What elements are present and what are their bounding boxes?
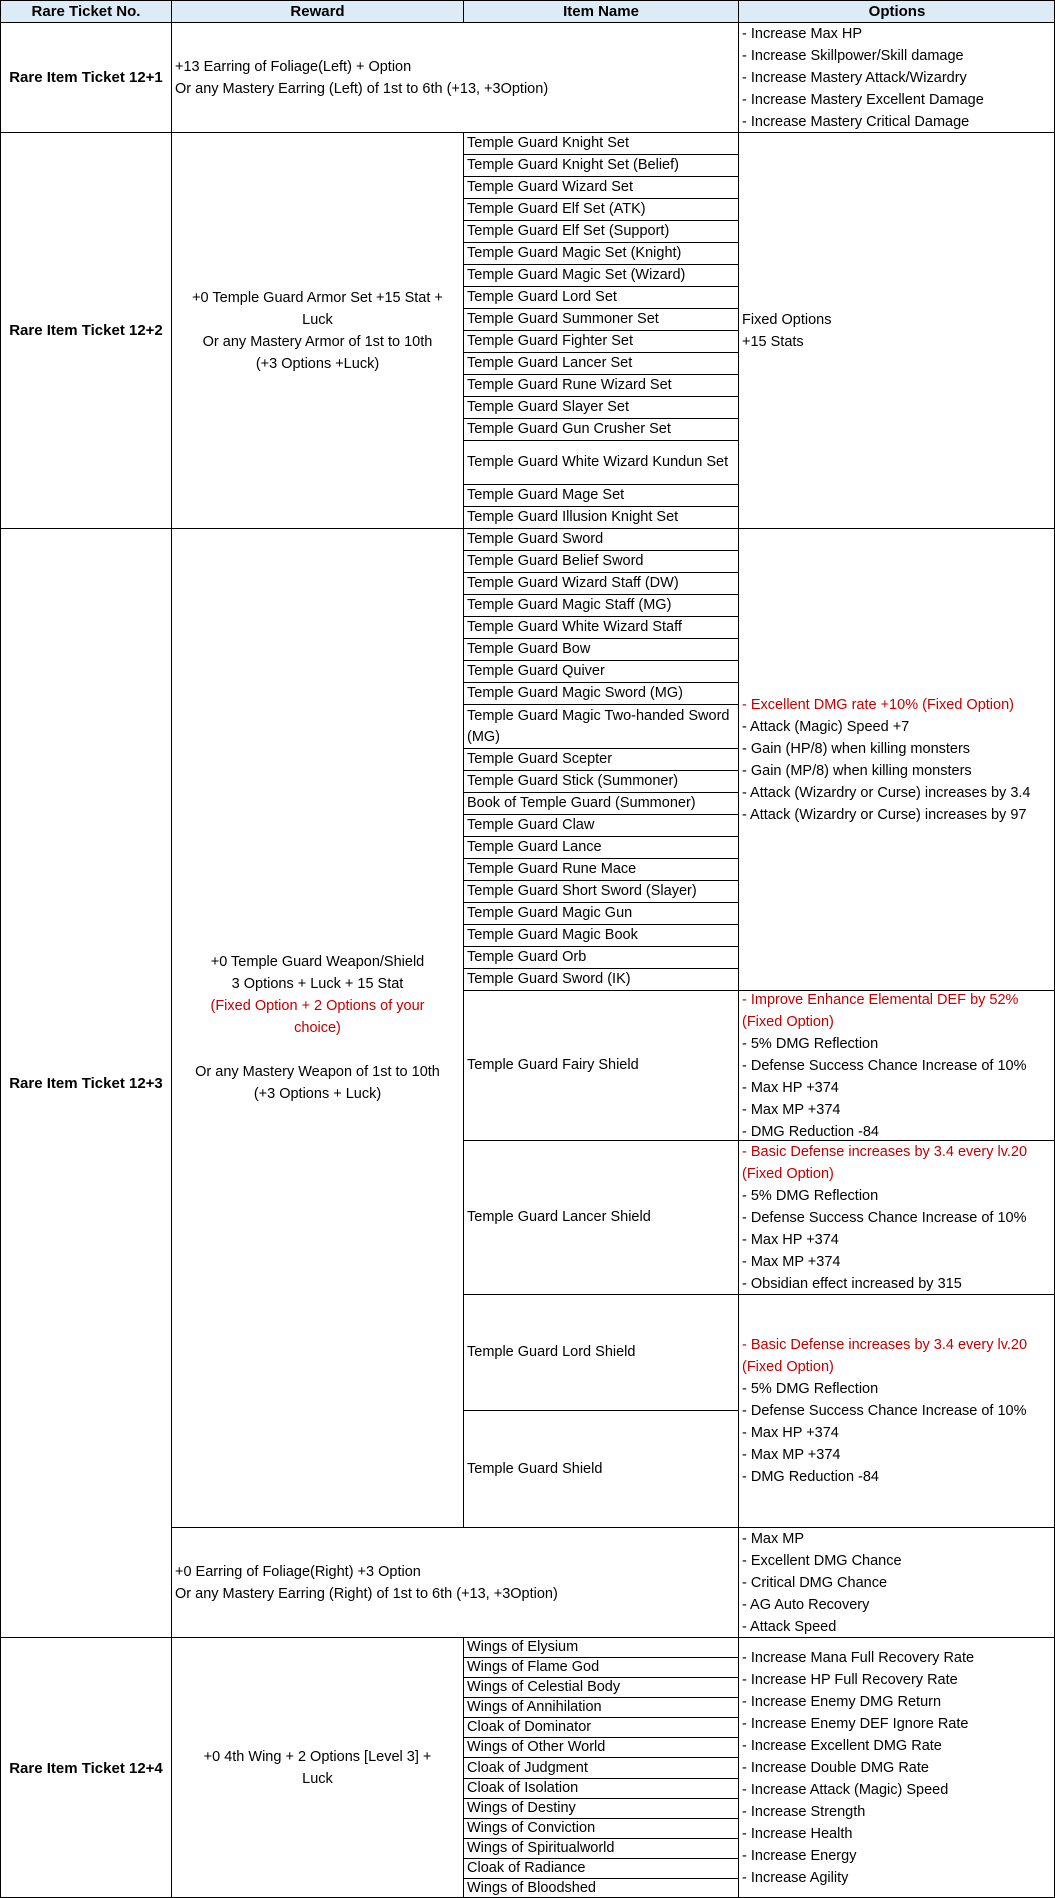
reward-text: 3 Options + Luck + 15 Stat (231, 976, 404, 992)
ticket-name: Rare Item Ticket 12+2 (9, 322, 163, 339)
reward-text: Luck (302, 311, 333, 328)
item-row (463, 1140, 738, 1294)
item-row (463, 440, 738, 484)
ticket-cell (0, 22, 171, 132)
item-row (463, 308, 738, 330)
item-row (463, 1294, 738, 1410)
ticket-cell (0, 1637, 171, 1898)
option-text: - Increase Strength (742, 1804, 866, 1820)
option-text: - Increase Health (742, 1826, 853, 1842)
item-row (463, 1410, 738, 1527)
item-name: Wings of Elysium (467, 1639, 579, 1655)
item-row (463, 1778, 738, 1798)
item-name: Temple Guard Lancer Set (467, 355, 633, 371)
item-name: Temple Guard Short Sword (Slayer) (467, 883, 697, 899)
reward-text: Or any Mastery Armor of 1st to 10th (202, 333, 433, 350)
item-name: Wings of Flame God (467, 1659, 600, 1675)
reward-cell (171, 22, 738, 132)
item-name: Wings of Bloodshed (467, 1880, 596, 1896)
ticket-name: Rare Item Ticket 12+1 (9, 69, 163, 86)
item-name: Temple Guard Sword (467, 531, 604, 547)
item-row (463, 792, 738, 814)
item-row (463, 154, 738, 176)
option-text: - Max HP +374 (742, 1079, 839, 1096)
item-row (463, 506, 738, 528)
item-row (463, 594, 738, 616)
option-text: - Defense Success Chance Increase of 10% (742, 1057, 1027, 1074)
item-name: Temple Guard Magic Staff (MG) (467, 597, 672, 613)
options-cell (738, 528, 1055, 990)
item-row (463, 946, 738, 968)
option-text: - Attack (Magic) Speed +7 (742, 718, 910, 735)
item-name: Temple Guard Fighter Set (467, 333, 634, 349)
reward-fixed-option-note: (Fixed Option + 2 Options of your (210, 998, 425, 1014)
item-name: Temple Guard Knight Set (467, 135, 630, 151)
option-text: - Increase Enemy DMG Return (742, 1694, 942, 1710)
option-text: - 5% DMG Reflection (742, 1187, 879, 1204)
ticket-name: Rare Item Ticket 12+3 (9, 1074, 163, 1092)
reward-cell (171, 1637, 463, 1898)
fixed-option-text: - Basic Defense increases by 3.4 every lv.20 (742, 1143, 1028, 1160)
column-header: Reward (290, 3, 345, 20)
item-row (463, 902, 738, 924)
item-row (463, 1677, 738, 1697)
item-row (463, 682, 738, 704)
option-text: - Attack Speed (742, 1618, 837, 1635)
option-text: - Increase HP Full Recovery Rate (742, 1672, 958, 1688)
item-row (463, 814, 738, 836)
item-name: Temple Guard White Wizard Kundun Set (467, 454, 729, 470)
item-row (463, 924, 738, 946)
option-text: - Increase Energy (742, 1848, 857, 1864)
header-item-name (463, 0, 738, 22)
option-text: - Critical DMG Chance (742, 1574, 888, 1591)
ticket-cell (0, 528, 171, 1637)
option-text: - Max HP +374 (742, 1231, 839, 1248)
item-name: Wings of Other World (467, 1739, 606, 1755)
item-row (463, 660, 738, 682)
option-text: - Increase Excellent DMG Rate (742, 1738, 942, 1754)
option-text: - Gain (HP/8) when killing monsters (742, 740, 971, 757)
reward-text: (+3 Options + Luck) (253, 1086, 382, 1102)
reward-text: +0 4th Wing + 2 Options [Level 3] + (203, 1749, 432, 1765)
item-name: Temple Guard Rune Mace (467, 861, 637, 877)
item-row (463, 1657, 738, 1677)
item-row (463, 528, 738, 550)
item-name: Temple Guard Lord Shield (467, 1344, 636, 1360)
option-text: - Increase Mana Full Recovery Rate (742, 1650, 975, 1666)
item-name: Temple Guard Fairy Shield (467, 1057, 639, 1073)
fixed-option-text: (Fixed Option) (742, 1359, 834, 1375)
reward-text: +0 Temple Guard Weapon/Shield (210, 954, 425, 970)
reward-cell (171, 132, 463, 528)
item-row (463, 770, 738, 792)
option-text: +15 Stats (742, 333, 804, 350)
fixed-option-text: - Basic Defense increases by 3.4 every lv.20 (742, 1337, 1028, 1353)
item-name: Temple Guard Magic Sword (MG) (467, 685, 683, 701)
item-name: Temple Guard Orb (467, 949, 587, 965)
item-row (463, 220, 738, 242)
item-name: Wings of Spiritualworld (467, 1840, 615, 1856)
option-text: - Increase Enemy DEF Ignore Rate (742, 1716, 969, 1732)
reward-cell (171, 1527, 738, 1637)
item-name: Temple Guard Magic Two-handed Sword (MG) (467, 707, 730, 745)
item-row (463, 968, 738, 990)
option-text: - Increase Skillpower/Skill damage (742, 47, 964, 64)
item-row (463, 572, 738, 594)
item-name: Temple Guard Claw (467, 817, 595, 833)
option-text: - Defense Success Chance Increase of 10% (742, 1403, 1027, 1419)
options-cell (738, 1294, 1055, 1527)
item-name: Temple Guard Shield (467, 1460, 603, 1477)
item-row (463, 418, 738, 440)
option-text: - Gain (MP/8) when killing monsters (742, 762, 972, 779)
item-name: Temple Guard Elf Set (ATK) (467, 201, 646, 217)
option-text: - Increase Mastery Excellent Damage (742, 91, 984, 108)
header-ticket (0, 0, 171, 22)
item-row (463, 198, 738, 220)
header-reward (171, 0, 463, 22)
options-cell (738, 1140, 1055, 1294)
option-text: - DMG Reduction -84 (742, 1123, 879, 1140)
item-name: Temple Guard Wizard Staff (DW) (467, 575, 679, 591)
item-row (463, 374, 738, 396)
item-name: Temple Guard Summoner Set (467, 311, 659, 327)
option-text: - 5% DMG Reflection (742, 1381, 879, 1397)
item-row (463, 550, 738, 572)
header-options (738, 0, 1055, 22)
item-row (463, 1818, 738, 1838)
options-cell (738, 1527, 1055, 1637)
item-name: Temple Guard Magic Book (467, 927, 638, 943)
item-name: Temple Guard Belief Sword (467, 553, 644, 569)
option-text: - Max HP +374 (742, 1425, 839, 1441)
option-text: - Increase Double DMG Rate (742, 1760, 929, 1776)
item-row (463, 704, 738, 748)
reward-spacer (195, 1039, 440, 1061)
options-cell (738, 1637, 1055, 1898)
option-text: - Increase Attack (Magic) Speed (742, 1782, 949, 1798)
reward-text: (+3 Options +Luck) (255, 355, 380, 372)
item-row (463, 990, 738, 1140)
option-text: - Excellent DMG Chance (742, 1552, 902, 1569)
item-name: Temple Guard Gun Crusher Set (467, 421, 671, 437)
item-row (463, 1757, 738, 1778)
options-cell (738, 22, 1055, 132)
column-header: Item Name (563, 3, 639, 20)
item-row (463, 638, 738, 660)
item-name: Book of Temple Guard (Summoner) (467, 795, 696, 811)
reward-text: Or any Mastery Earring (Right) of 1st to 6th (+13, +3Option) (175, 1585, 558, 1602)
option-text: - Attack (Wizardry or Curse) increases by 3.4 (742, 784, 1031, 801)
item-name: Temple Guard Stick (Summoner) (467, 773, 679, 789)
fixed-option-text: (Fixed Option) (742, 1165, 834, 1182)
item-name: Wings of Conviction (467, 1820, 596, 1836)
item-row (463, 242, 738, 264)
option-text: - Max MP +374 (742, 1101, 841, 1118)
item-row (463, 352, 738, 374)
item-row (463, 1717, 738, 1737)
reward-text: +0 Temple Guard Armor Set +15 Stat + (192, 289, 443, 306)
item-name: Temple Guard Mage Set (467, 487, 625, 503)
column-header: Rare Ticket No. (31, 3, 141, 20)
item-name: Cloak of Judgment (467, 1759, 588, 1776)
option-text: - 5% DMG Reflection (742, 1035, 879, 1052)
item-name: Wings of Destiny (467, 1800, 576, 1816)
item-row (463, 880, 738, 902)
option-text: - Increase Mastery Critical Damage (742, 113, 970, 130)
item-row (463, 330, 738, 352)
item-row (463, 748, 738, 770)
options-cell (738, 132, 1055, 528)
item-name: Temple Guard Wizard Set (467, 179, 634, 195)
option-text: - DMG Reduction -84 (742, 1469, 879, 1485)
item-name: Temple Guard Lancer Shield (467, 1209, 651, 1225)
option-text: - Increase Agility (742, 1870, 849, 1886)
fixed-option-text: - Excellent DMG rate +10% (Fixed Option) (742, 696, 1014, 713)
item-name: Temple Guard Knight Set (Belief) (467, 157, 679, 173)
item-row (463, 286, 738, 308)
item-row (463, 484, 738, 506)
option-text: - Max MP +374 (742, 1447, 841, 1463)
item-row (463, 1737, 738, 1757)
item-row (463, 1858, 738, 1878)
item-name: Temple Guard Scepter (467, 751, 613, 767)
reward-text: +0 Earring of Foliage(Right) +3 Option (175, 1563, 421, 1580)
item-name: Temple Guard Illusion Knight Set (467, 509, 679, 525)
item-name: Temple Guard Magic Gun (467, 905, 633, 921)
item-name: Temple Guard Magic Set (Knight) (467, 245, 682, 261)
options-cell (738, 990, 1055, 1140)
item-name: Temple Guard White Wizard Staff (467, 619, 682, 635)
item-row (463, 132, 738, 154)
item-name: Cloak of Isolation (467, 1780, 579, 1796)
fixed-option-text: (Fixed Option) (742, 1013, 834, 1030)
item-row (463, 616, 738, 638)
item-row (463, 264, 738, 286)
item-name: Temple Guard Quiver (467, 663, 605, 679)
option-text: - AG Auto Recovery (742, 1596, 870, 1613)
ticket-name: Rare Item Ticket 12+4 (9, 1759, 163, 1777)
reward-cell (171, 528, 463, 1527)
item-row (463, 1798, 738, 1818)
option-text: - Max MP (742, 1530, 805, 1547)
column-header: Options (868, 3, 926, 20)
item-row (463, 1838, 738, 1858)
option-text: - Increase Mastery Attack/Wizardry (742, 69, 967, 86)
reward-fixed-option-note: choice) (294, 1020, 341, 1036)
item-name: Temple Guard Elf Set (Support) (467, 223, 670, 239)
item-name: Temple Guard Bow (467, 641, 591, 657)
ticket-cell (0, 132, 171, 528)
option-text: - Max MP +374 (742, 1253, 841, 1270)
option-text: - Increase Max HP (742, 25, 863, 42)
fixed-option-text: - Improve Enhance Elemental DEF by 52% (742, 991, 1019, 1008)
item-name: Cloak of Dominator (467, 1719, 592, 1735)
item-row (463, 1878, 738, 1898)
item-name: Wings of Annihilation (467, 1699, 602, 1715)
item-row (463, 1637, 738, 1657)
item-name: Temple Guard Sword (IK) (467, 971, 631, 987)
item-row (463, 836, 738, 858)
item-row (463, 1697, 738, 1717)
item-name: Temple Guard Lance (467, 839, 602, 855)
item-name: Cloak of Radiance (467, 1860, 586, 1876)
item-name: Wings of Celestial Body (467, 1679, 621, 1695)
reward-text: Luck (302, 1771, 333, 1787)
option-text: - Defense Success Chance Increase of 10% (742, 1209, 1027, 1226)
item-name: Temple Guard Magic Set (Wizard) (467, 267, 686, 283)
reward-text: Or any Mastery Earring (Left) of 1st to 6th (+13, +3Option) (175, 80, 549, 97)
option-text: Fixed Options (742, 311, 832, 328)
item-row (463, 396, 738, 418)
reward-text: Or any Mastery Weapon of 1st to 10th (195, 1064, 440, 1080)
item-row (463, 858, 738, 880)
item-name: Temple Guard Slayer Set (467, 399, 629, 415)
item-row (463, 176, 738, 198)
reward-text: +13 Earring of Foliage(Left) + Option (175, 58, 412, 75)
item-name: Temple Guard Lord Set (467, 289, 617, 305)
item-name: Temple Guard Rune Wizard Set (467, 377, 672, 393)
option-text: - Attack (Wizardry or Curse) increases by 97 (742, 806, 1027, 823)
option-text: - Obsidian effect increased by 315 (742, 1275, 962, 1292)
